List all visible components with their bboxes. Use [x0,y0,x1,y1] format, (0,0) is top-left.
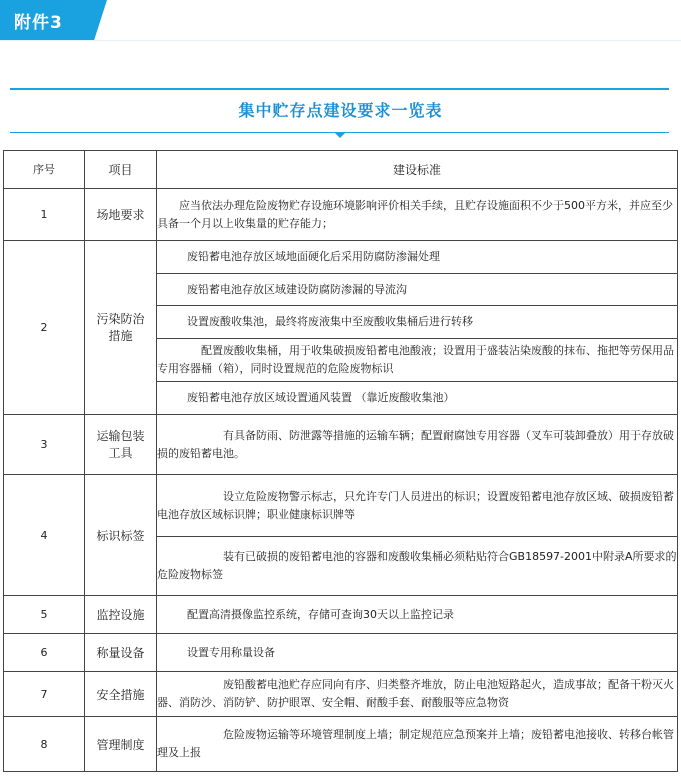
row-no: 3 [4,415,85,475]
row-standard: 废铅蓄电池存放区域设置通风装置 （靠近废酸收集池） [157,382,678,415]
row-standard-text: 有具备防雨、防泄露等措施的运输车辆；配置耐腐蚀专用容器（叉车可装卸叠放）用于存放破损的废铅蓄电池。 [157,428,674,460]
table-row [4,634,678,672]
row-no: 7 [4,672,85,717]
row-standard-text: 应当依法办理危险废物贮存设施环境影响评价相关手续，且贮存设施面积不少于500平方米，并应至少具备一个月以上收集量的贮存能力； [157,198,673,230]
row-no: 4 [4,475,85,596]
row-standard: 配置高清摄像监控系统，存储可查询30天以上监控记录 [157,596,678,634]
title-pointer-icon [334,132,346,138]
row-standard: 废铅蓄电池存放区域地面硬化后采用防腐防渗漏处理 [157,241,678,274]
row-standard [157,475,678,537]
row-item: 监控设施 [85,596,157,634]
attachment-label: 附件3 [14,13,63,33]
table-row [4,189,678,241]
table-header-row [4,151,678,189]
header-item: 项目 [85,151,157,189]
row-no: 1 [4,189,85,241]
row-no: 2 [4,241,85,415]
row-standard: 设置专用称量设备 [157,634,678,672]
table-row [4,596,678,634]
row-standard-text: 配置废酸收集桶，用于收集破损废铅蓄电池酸液；设置用于盛装沾染废酸的抹布、拖把等劳保用品专用容器桶（箱），同时设置规范的危险废物标识 [157,344,674,375]
header-no-label: 序号 [33,163,55,176]
row-standard [157,339,678,382]
row-item [85,415,157,475]
document-title: 集中贮存点建设要求一览表 [238,101,443,120]
row-item: 管理制度 [85,717,157,772]
row-no: 5 [4,596,85,634]
row-standard [157,415,678,475]
row-item-text: 运输包装工具 [96,428,145,460]
header-standard: 建设标准 [157,151,678,189]
row-standard-text: 废铅酸蓄电池贮存应同向有序、归类整齐堆放，防止电池短路起火，造成事故；配备干粉灭火器、消防沙、消防铲、防护眼罩、安全帽、耐酸手套、耐酸服等应急物资 [157,678,674,709]
row-no: 6 [4,634,85,672]
table-row [4,672,678,717]
row-item: 标识标签 [85,475,157,596]
row-standard [157,717,678,772]
row-standard-text: 装有已破损的废铅蓄电池的容器和废酸收集桶必须粘贴符合GB18597-2001中附录A所要求的危险废物标签 [157,550,677,581]
row-standard [157,672,678,717]
row-no: 8 [4,717,85,772]
row-standard-text: 设立危险废物警示标志，只允许专门人员进出的标识；设置废铅蓄电池存放区域、破损废铅蓄电池存放区域标识牌；职业健康标识牌等 [157,489,674,521]
row-standard-text: 危险废物运输等环境管理制度上墙；制定规范应急预案并上墙；废铅蓄电池接收、转移台帐管理及上报 [157,728,674,759]
row-item: 场地要求 [85,189,157,241]
row-item: 安全措施 [85,672,157,717]
row-item-text: 污染防治措施 [96,311,145,343]
title-top-rule [10,88,669,90]
row-standard: 废铅蓄电池存放区域建设防腐防渗漏的导流沟 [157,274,678,306]
row-standard [157,537,678,596]
row-standard [157,189,678,241]
table-row [4,241,678,274]
row-item [85,241,157,415]
header-rule [0,40,681,41]
header-no [4,151,85,189]
requirements-table [3,150,678,772]
table-row [4,717,678,772]
table-row [4,415,678,475]
row-item: 称量设备 [85,634,157,672]
row-standard: 设置废酸收集池，最终将废液集中至废酸收集桶后进行转移 [157,306,678,339]
table-row [4,475,678,537]
